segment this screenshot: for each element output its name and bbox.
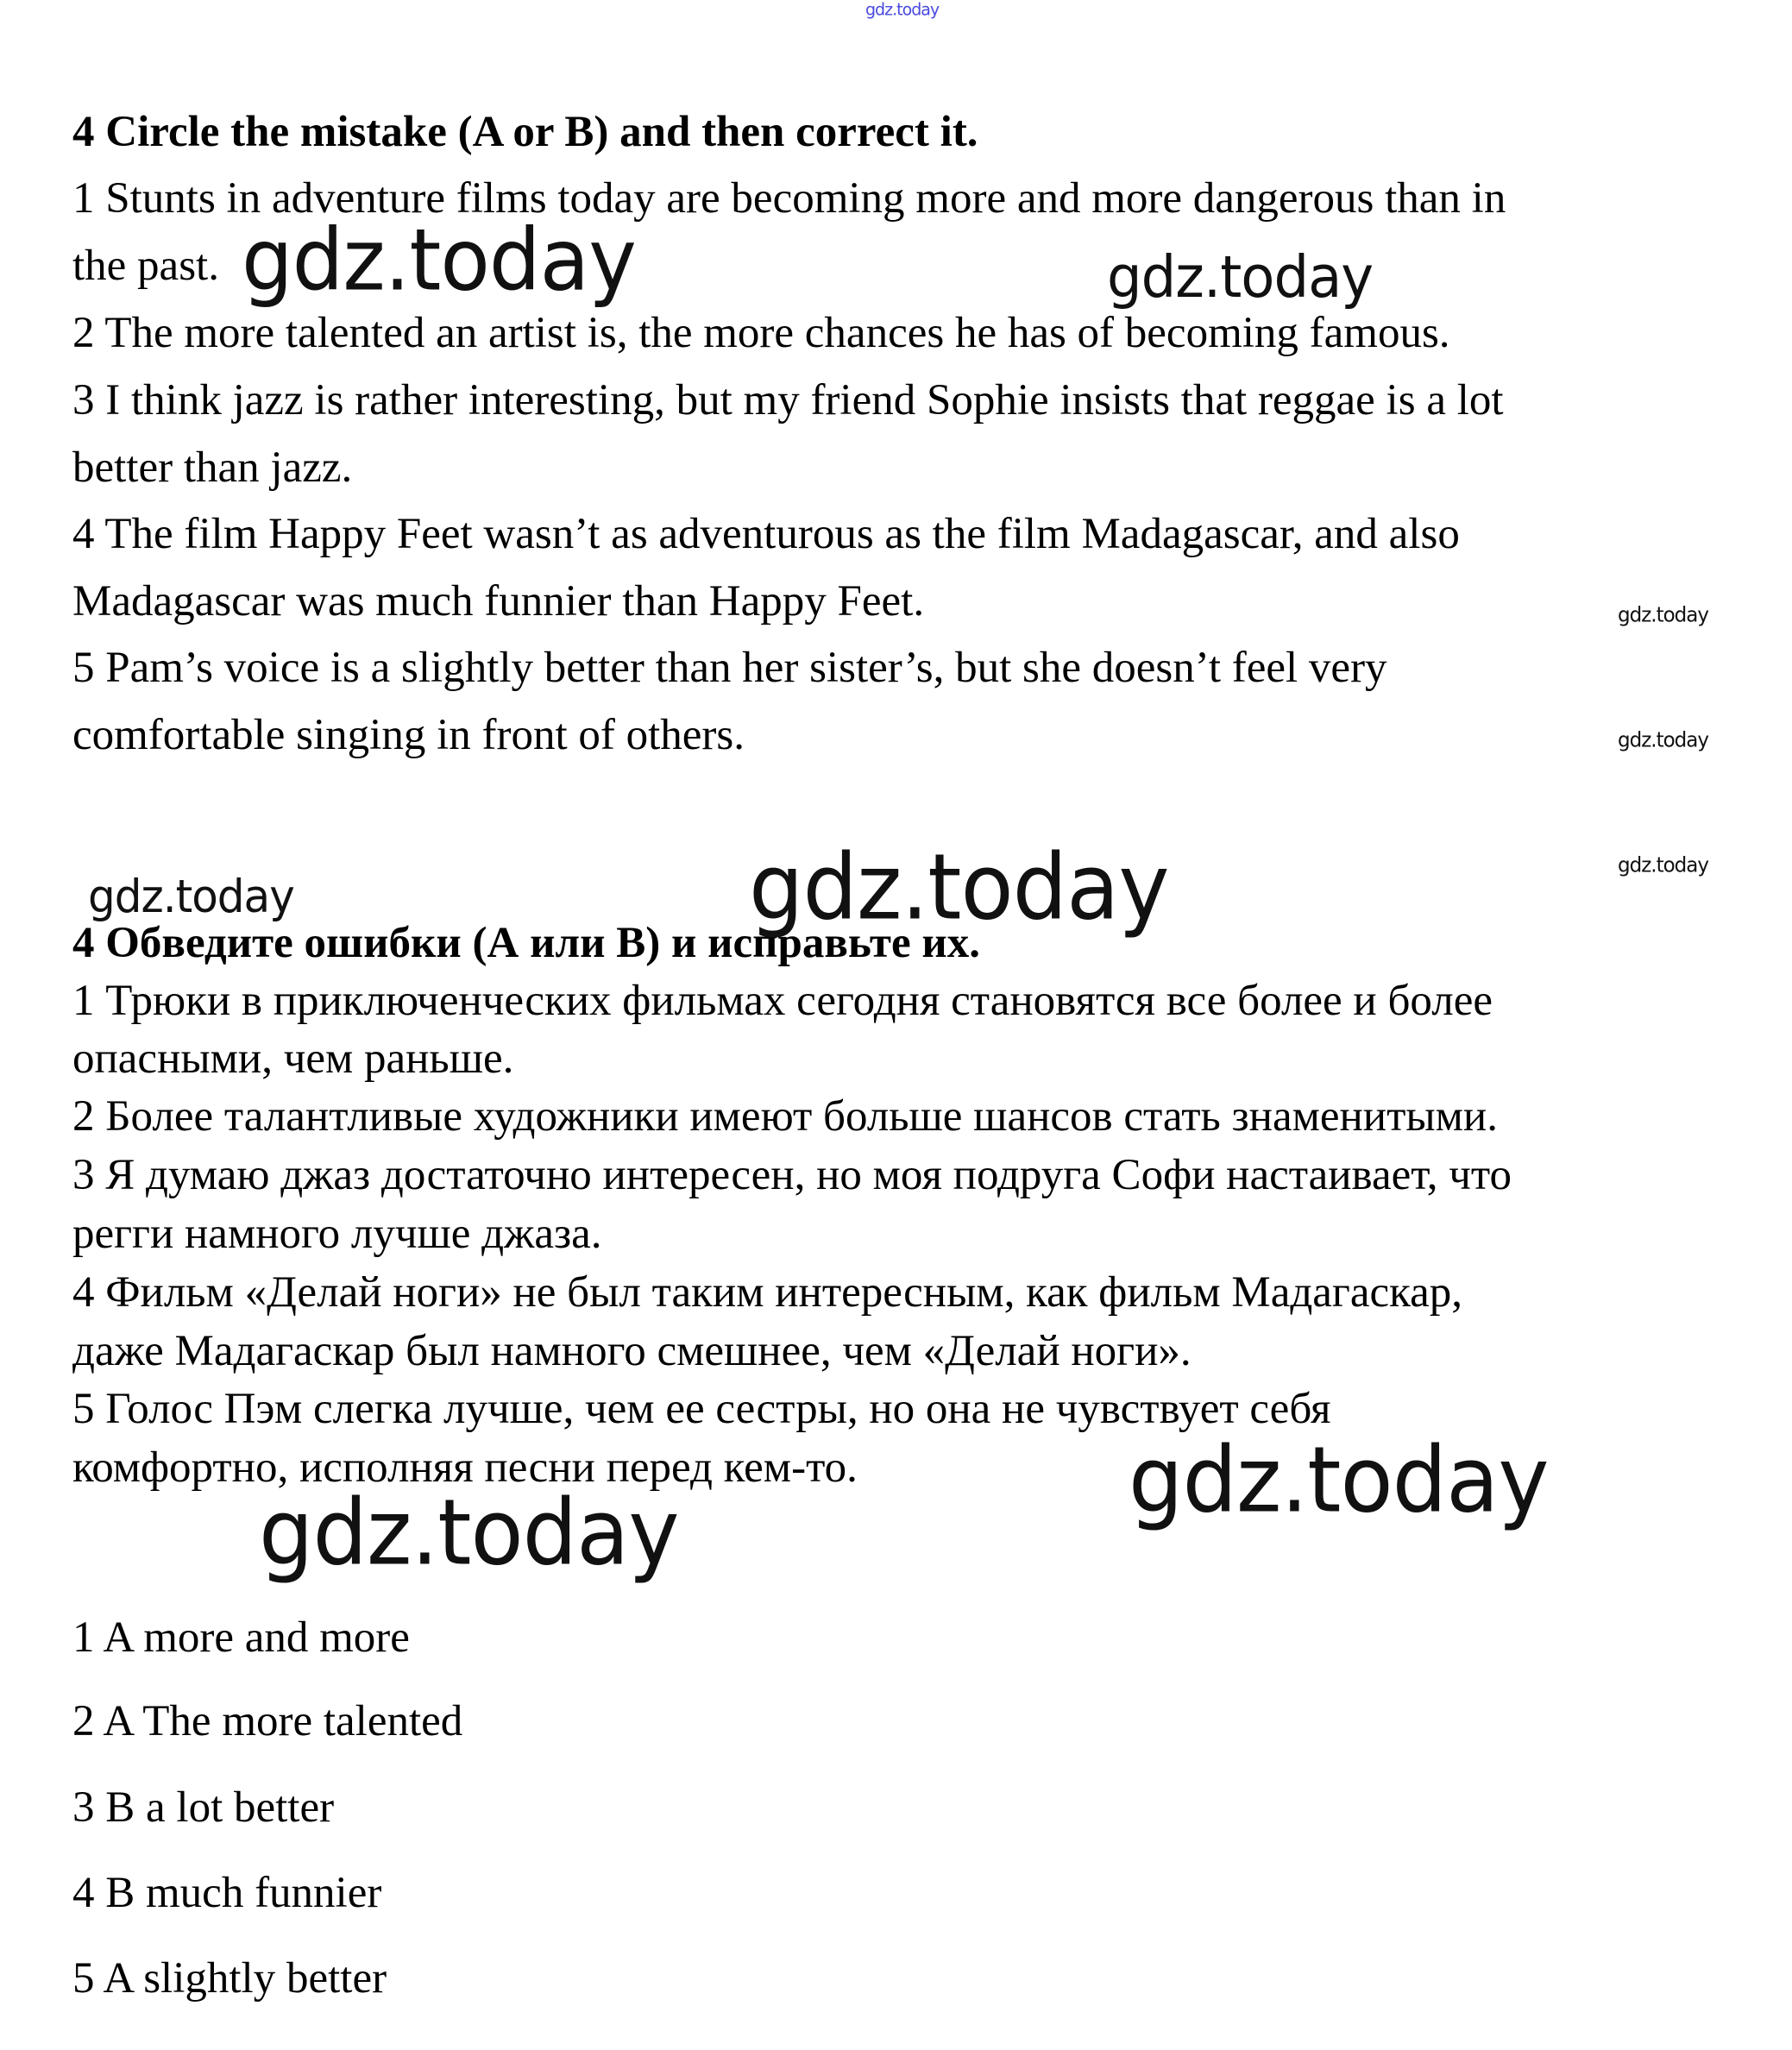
russian-line: 5 Голос Пэм слегка лучше, чем ее сестры, но она не чувствует себя: [72, 1385, 1331, 1433]
watermark: gdz.today: [1618, 728, 1708, 752]
english-line: 3 I think jazz is rather interesting, but my friend Sophie insists that reggae is a lot: [72, 376, 1504, 424]
russian-line: даже Мадагаскар был намного смешнее, чем «Делай ноги».: [72, 1327, 1192, 1375]
answer-line: 2 A The more talented: [72, 1697, 463, 1745]
russian-line: 4 Фильм «Делай ноги» не был таким интересным, как фильм Мадагаскар,: [72, 1268, 1463, 1317]
english-line: 2 The more talented an artist is, the more chances he has of becoming famous.: [72, 309, 1450, 357]
english-line: 1 Stunts in adventure films today are becoming more and more dangerous than in: [72, 174, 1506, 223]
russian-line: 1 Трюки в приключенческих фильмах сегодня становятся все более и более: [72, 977, 1493, 1025]
watermark: gdz.today: [749, 834, 1169, 940]
russian-heading: 4 Обведите ошибки (А или В) и исправьте их.: [72, 919, 980, 967]
russian-line: опасными, чем раньше.: [72, 1034, 514, 1083]
english-line: 5 Pam’s voice is a slightly better than her sister’s, but she doesn’t feel very: [72, 644, 1387, 692]
watermark: gdz.today: [259, 1480, 679, 1586]
watermark: gdz.today: [1129, 1427, 1549, 1533]
russian-line: 3 Я думаю джаз достаточно интересен, но моя подруга Софи настаивает, что: [72, 1151, 1512, 1199]
russian-line: регги намного лучше джаза.: [72, 1210, 602, 1258]
russian-line: 2 Более талантливые художники имеют больше шансов стать знаменитыми.: [72, 1092, 1498, 1141]
english-heading: 4 Circle the mistake (A or B) and then correct it.: [72, 108, 978, 156]
english-line: better than jazz.: [72, 443, 353, 492]
watermark: gdz.today: [88, 870, 294, 923]
watermark: gdz.today: [1618, 603, 1708, 627]
answer-line: 5 A slightly better: [72, 1954, 387, 2003]
watermark: gdz.today: [1107, 244, 1374, 311]
english-line: 4 The film Happy Feet wasn’t as adventurous as the film Madagascar, and also: [72, 510, 1460, 558]
watermark: gdz.today: [242, 211, 636, 311]
answer-line: 1 A more and more: [72, 1613, 410, 1662]
english-line: comfortable singing in front of others.: [72, 711, 745, 759]
answer-line: 3 B a lot better: [72, 1783, 335, 1832]
english-line: Madagascar was much funnier than Happy Feet.: [72, 577, 925, 626]
answer-line: 4 B much funnier: [72, 1869, 382, 1917]
russian-line: комфортно, исполняя песни перед кем-то.: [72, 1443, 858, 1492]
watermark-top: gdz.today: [865, 0, 940, 20]
watermark: gdz.today: [1618, 853, 1708, 877]
english-line: the past.: [72, 242, 219, 290]
